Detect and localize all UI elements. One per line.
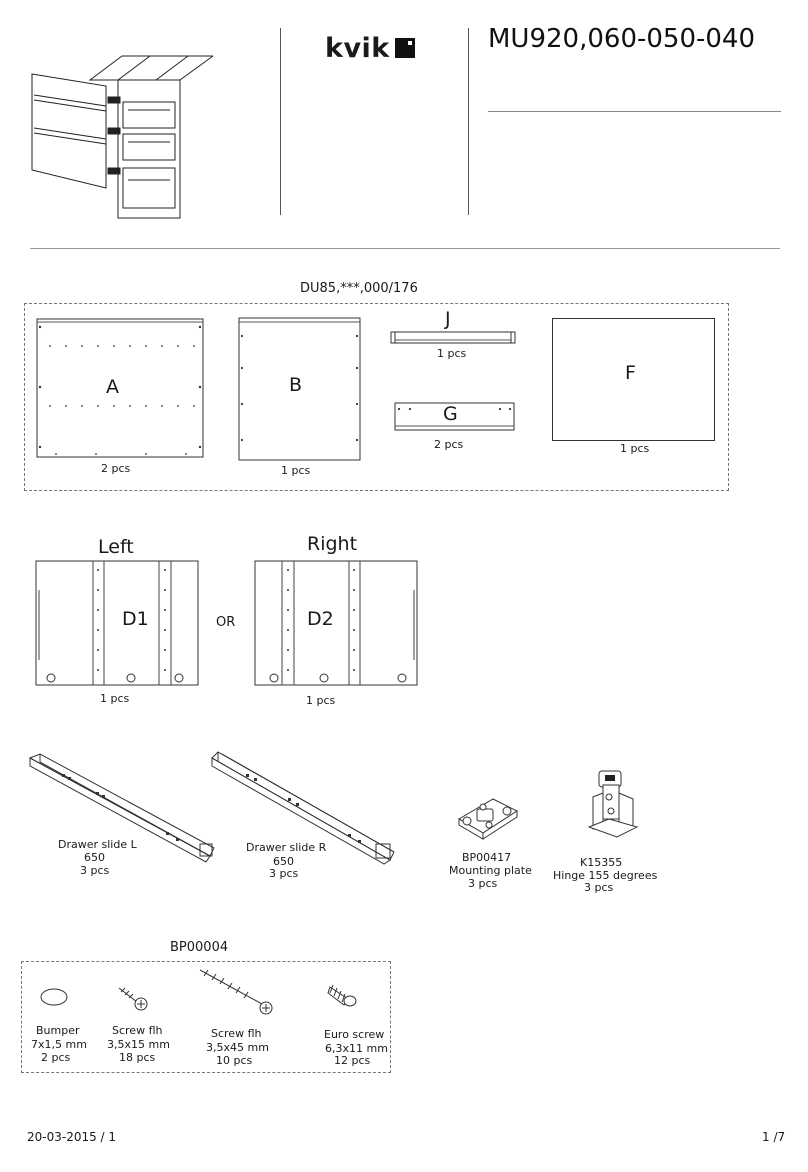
panel-d2-drawing: [254, 560, 420, 688]
screw-short-icon: [115, 984, 151, 1012]
panel-a-qty: 2 pcs: [101, 462, 131, 475]
screw-long-qty: 10 pcs: [216, 1054, 253, 1067]
or-label: OR: [216, 615, 236, 630]
screw-long-icon: [196, 966, 276, 1016]
header-separator: [30, 248, 780, 249]
euro-screw-size: 6,3x11 mm: [325, 1042, 388, 1055]
screw-long-name: Screw flh: [211, 1027, 262, 1040]
slide-left-name: Drawer slide L: [58, 838, 137, 851]
fittings-code: BP00004: [170, 940, 229, 955]
panel-b-qty: 1 pcs: [281, 464, 311, 477]
left-title: Left: [98, 536, 134, 558]
bumper-name: Bumper: [36, 1024, 80, 1037]
product-code-underline: [488, 111, 781, 112]
header-divider-right: [468, 28, 469, 215]
panel-g-qty: 2 pcs: [434, 438, 464, 451]
panel-f-qty: 1 pcs: [620, 442, 650, 455]
panel-d2-letter: D2: [307, 608, 334, 630]
cabinet-illustration: [28, 40, 198, 225]
slide-right-name: Drawer slide R: [246, 841, 327, 854]
screw-short-name: Screw flh: [112, 1024, 163, 1037]
panel-j-drawing: [391, 330, 517, 346]
bumper-icon: [38, 986, 70, 1008]
hinge-qty: 3 pcs: [584, 881, 614, 894]
footer-date: 20-03-2015 / 1: [27, 1130, 117, 1144]
slide-right-size: 650: [273, 855, 294, 868]
panel-j-letter: J: [445, 308, 451, 330]
panel-f-letter: F: [625, 362, 636, 384]
panel-j-qty: 1 pcs: [437, 347, 467, 360]
panel-d1-letter: D1: [122, 608, 149, 630]
brand-square-icon: [395, 38, 415, 58]
bumper-qty: 2 pcs: [41, 1051, 71, 1064]
bumper-size: 7x1,5 mm: [31, 1038, 87, 1051]
hinge-code: K15355: [580, 856, 623, 869]
panel-a-letter: A: [106, 376, 119, 398]
panel-a-drawing: [36, 315, 208, 460]
hinge-icon: [583, 767, 643, 847]
right-title: Right: [307, 533, 358, 555]
panel-d2-qty: 1 pcs: [306, 694, 336, 707]
mounting-plate-qty: 3 pcs: [468, 877, 498, 890]
mounting-plate-desc: Mounting plate: [449, 864, 532, 877]
panel-b-letter: B: [289, 374, 303, 396]
product-code: MU920,060-050-040: [488, 24, 755, 54]
screw-short-qty: 18 pcs: [119, 1051, 156, 1064]
panel-g-letter: G: [443, 403, 458, 425]
mounting-plate-code: BP00417: [462, 851, 512, 864]
brand-name: kvik: [325, 32, 390, 64]
screw-long-size: 3,5x45 mm: [206, 1041, 269, 1054]
mounting-plate-icon: [453, 793, 521, 841]
kit-code: DU85,***,000/176: [300, 281, 418, 296]
screw-short-size: 3,5x15 mm: [107, 1038, 170, 1051]
brand-logo: [325, 33, 415, 63]
panel-d1-drawing: [35, 560, 201, 688]
euro-screw-icon: [326, 979, 360, 1009]
header-divider-left: [280, 28, 281, 215]
slide-left-size: 650: [84, 851, 105, 864]
slide-right-qty: 3 pcs: [269, 867, 299, 880]
hinge-desc: Hinge 155 degrees: [553, 869, 658, 882]
slide-left-qty: 3 pcs: [80, 864, 110, 877]
panel-d1-qty: 1 pcs: [100, 692, 130, 705]
euro-screw-name: Euro screw: [324, 1028, 385, 1041]
euro-screw-qty: 12 pcs: [334, 1054, 371, 1067]
footer-page-number: 1 /7: [762, 1130, 786, 1144]
